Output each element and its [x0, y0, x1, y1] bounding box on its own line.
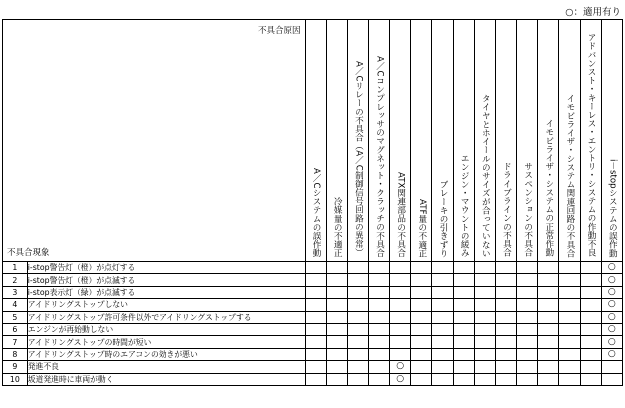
cause-header-10	[495, 20, 516, 262]
symptom-text: アイドリングストップ許可条件以外でアイドリングストップする	[27, 311, 305, 323]
empty-cell	[559, 361, 580, 373]
empty-cell	[411, 286, 432, 298]
empty-cell	[517, 286, 538, 298]
empty-cell	[580, 262, 601, 274]
row-number: 1	[3, 262, 28, 274]
cause-label: アドバンスト・キーレス・エントリ・システムの作動不良	[586, 33, 597, 257]
empty-cell	[411, 361, 432, 373]
empty-cell	[495, 299, 516, 311]
row-number: 8	[3, 348, 28, 360]
empty-cell	[368, 348, 389, 360]
table-row	[3, 286, 623, 298]
empty-cell	[390, 262, 411, 274]
empty-cell	[368, 262, 389, 274]
row-number: 3	[3, 286, 28, 298]
symptom-text: 坂道発進時に車両が動く	[27, 373, 305, 385]
empty-cell	[305, 311, 326, 323]
empty-cell	[326, 336, 347, 348]
empty-cell	[432, 286, 453, 298]
empty-cell	[390, 286, 411, 298]
symptom-text: アイドリングストップしない	[27, 299, 305, 311]
empty-cell	[347, 262, 368, 274]
empty-cell	[580, 274, 601, 286]
cause-header-3	[347, 20, 368, 262]
row-number: 4	[3, 299, 28, 311]
phenomenon-axis-label: 不具合現象	[7, 248, 50, 258]
empty-cell	[368, 299, 389, 311]
empty-cell	[305, 348, 326, 360]
empty-cell	[326, 262, 347, 274]
empty-cell	[347, 348, 368, 360]
cause-label: イモビライザ・システム関連回路の不具合	[564, 93, 575, 257]
empty-cell	[432, 323, 453, 335]
empty-cell	[580, 286, 601, 298]
empty-cell	[347, 373, 368, 385]
empty-cell	[432, 274, 453, 286]
empty-cell	[368, 274, 389, 286]
empty-cell	[390, 274, 411, 286]
applicable-mark: ○	[601, 299, 622, 311]
applicable-mark: ○	[601, 348, 622, 360]
symptom-text: i-stop警告灯（橙）が点灯する	[27, 262, 305, 274]
empty-cell	[517, 323, 538, 335]
empty-cell	[453, 262, 474, 274]
cause-label: ブレーキの引きずり	[438, 179, 449, 257]
empty-cell	[305, 262, 326, 274]
empty-cell	[326, 286, 347, 298]
applicable-mark: ○	[601, 262, 622, 274]
empty-cell	[474, 361, 495, 373]
applicable-mark: ○	[390, 373, 411, 385]
empty-cell	[390, 336, 411, 348]
cause-label: i－stopシステムの誤作動	[607, 158, 618, 257]
cause-header-6	[411, 20, 432, 262]
empty-cell	[453, 348, 474, 360]
empty-cell	[517, 336, 538, 348]
applicable-mark: ○	[601, 311, 622, 323]
empty-cell	[432, 336, 453, 348]
empty-cell	[538, 336, 559, 348]
empty-cell	[517, 373, 538, 385]
cause-header-7	[432, 20, 453, 262]
empty-cell	[347, 274, 368, 286]
empty-cell	[305, 299, 326, 311]
empty-cell	[411, 323, 432, 335]
empty-cell	[495, 286, 516, 298]
empty-cell	[390, 348, 411, 360]
cause-header-2	[326, 20, 347, 262]
cause-label: A／Cシステムの誤作動	[311, 167, 322, 257]
empty-cell	[538, 348, 559, 360]
empty-cell	[326, 274, 347, 286]
empty-cell	[305, 373, 326, 385]
cause-label: 冷媒量の不適正	[332, 196, 343, 257]
empty-cell	[453, 336, 474, 348]
cause-header-1	[305, 20, 326, 262]
empty-cell	[495, 361, 516, 373]
symptom-text: i-stop警告灯（橙）が点滅する	[27, 274, 305, 286]
table-row	[3, 336, 623, 348]
empty-cell	[432, 348, 453, 360]
empty-cell	[432, 361, 453, 373]
empty-cell	[559, 348, 580, 360]
symptom-cause-matrix	[2, 19, 623, 386]
empty-cell	[559, 274, 580, 286]
applicable-mark: ○	[601, 336, 622, 348]
empty-cell	[580, 323, 601, 335]
cause-header-13	[559, 20, 580, 262]
cause-header-9	[474, 20, 495, 262]
empty-cell	[326, 311, 347, 323]
empty-cell	[517, 274, 538, 286]
cause-label: ドライブラインの不具合	[501, 162, 512, 257]
applicable-mark: ○	[601, 286, 622, 298]
cause-header-12	[538, 20, 559, 262]
cause-label: A／Cコンプレッサのマグネット・クラッチの不具合	[374, 55, 385, 257]
empty-cell	[559, 299, 580, 311]
empty-cell	[517, 361, 538, 373]
table-row	[3, 311, 623, 323]
empty-cell	[368, 323, 389, 335]
empty-cell	[495, 373, 516, 385]
row-number: 5	[3, 311, 28, 323]
row-number: 10	[3, 373, 28, 385]
table-row	[3, 323, 623, 335]
empty-cell	[411, 311, 432, 323]
cause-label: エンジン・マウントの緩み	[459, 153, 470, 257]
cause-header-11	[517, 20, 538, 262]
empty-cell	[538, 299, 559, 311]
empty-cell	[474, 286, 495, 298]
empty-cell	[517, 262, 538, 274]
empty-cell	[432, 262, 453, 274]
empty-cell	[538, 361, 559, 373]
empty-cell	[580, 299, 601, 311]
empty-cell	[347, 299, 368, 311]
empty-cell	[453, 373, 474, 385]
cause-header-14	[580, 20, 601, 262]
symptom-text: アイドリングストップの時間が短い	[27, 336, 305, 348]
empty-cell	[517, 348, 538, 360]
empty-cell	[580, 311, 601, 323]
table-row	[3, 348, 623, 360]
empty-cell	[538, 274, 559, 286]
empty-cell	[411, 262, 432, 274]
cause-label: タイヤとホイールのサイズが合っていない	[480, 93, 491, 257]
row-number: 7	[3, 336, 28, 348]
empty-cell	[538, 286, 559, 298]
empty-cell	[474, 311, 495, 323]
applicable-mark: ○	[601, 274, 622, 286]
empty-cell	[559, 323, 580, 335]
empty-cell	[495, 323, 516, 335]
empty-cell	[432, 299, 453, 311]
empty-cell	[326, 348, 347, 360]
empty-cell	[390, 311, 411, 323]
empty-cell	[474, 262, 495, 274]
empty-cell	[453, 361, 474, 373]
empty-cell	[474, 373, 495, 385]
empty-cell	[538, 262, 559, 274]
symptom-text: エンジンが再始動しない	[27, 323, 305, 335]
empty-cell	[559, 262, 580, 274]
empty-cell	[390, 299, 411, 311]
legend-note: ○：適用有り	[565, 7, 621, 18]
empty-cell	[580, 348, 601, 360]
empty-cell	[559, 336, 580, 348]
cause-header-4	[368, 20, 389, 262]
empty-cell	[411, 274, 432, 286]
row-number: 6	[3, 323, 28, 335]
empty-cell	[368, 361, 389, 373]
table-row	[3, 299, 623, 311]
empty-cell	[601, 373, 622, 385]
empty-cell	[559, 373, 580, 385]
empty-cell	[368, 373, 389, 385]
row-number: 2	[3, 274, 28, 286]
empty-cell	[538, 373, 559, 385]
table-row	[3, 373, 623, 385]
empty-cell	[453, 311, 474, 323]
cause-axis-label: 不具合原因	[257, 26, 301, 36]
empty-cell	[474, 299, 495, 311]
empty-cell	[453, 286, 474, 298]
empty-cell	[432, 311, 453, 323]
cause-header-5	[390, 20, 411, 262]
empty-cell	[538, 323, 559, 335]
cause-header-15	[601, 20, 622, 262]
empty-cell	[474, 274, 495, 286]
empty-cell	[305, 323, 326, 335]
empty-cell	[538, 311, 559, 323]
empty-cell	[580, 373, 601, 385]
empty-cell	[453, 323, 474, 335]
cause-label: A／Cリレーの不具合（A／C制御信号回路の異常）	[353, 61, 364, 257]
empty-cell	[326, 299, 347, 311]
empty-cell	[347, 286, 368, 298]
symptom-text: i-stop表示灯（緑）が点滅する	[27, 286, 305, 298]
cause-label: ATF量の不適正	[416, 198, 427, 257]
table-row	[3, 262, 623, 274]
empty-cell	[305, 286, 326, 298]
empty-cell	[453, 299, 474, 311]
empty-cell	[326, 373, 347, 385]
empty-cell	[305, 361, 326, 373]
empty-cell	[305, 274, 326, 286]
symptom-text: アイドリングストップ時のエアコンの効きが悪い	[27, 348, 305, 360]
empty-cell	[474, 348, 495, 360]
cause-label: ATX関連部品の不具合	[395, 171, 406, 257]
empty-cell	[347, 336, 368, 348]
cause-label: イモビライザ・システムの正常作動	[543, 119, 554, 257]
empty-cell	[368, 311, 389, 323]
empty-cell	[411, 336, 432, 348]
empty-cell	[474, 336, 495, 348]
empty-cell	[474, 323, 495, 335]
empty-cell	[559, 311, 580, 323]
empty-cell	[453, 274, 474, 286]
empty-cell	[347, 323, 368, 335]
empty-cell	[326, 361, 347, 373]
empty-cell	[347, 361, 368, 373]
symptom-text: 発進不良	[27, 361, 305, 373]
empty-cell	[368, 286, 389, 298]
empty-cell	[495, 274, 516, 286]
matrix-body	[3, 262, 623, 386]
empty-cell	[411, 299, 432, 311]
empty-cell	[495, 336, 516, 348]
empty-cell	[495, 262, 516, 274]
table-row	[3, 274, 623, 286]
empty-cell	[305, 336, 326, 348]
empty-cell	[326, 323, 347, 335]
applicable-mark: ○	[390, 361, 411, 373]
empty-cell	[390, 323, 411, 335]
empty-cell	[495, 348, 516, 360]
empty-cell	[411, 373, 432, 385]
empty-cell	[559, 286, 580, 298]
corner-header	[3, 20, 306, 262]
empty-cell	[347, 311, 368, 323]
empty-cell	[368, 336, 389, 348]
header-row	[3, 20, 623, 262]
row-number: 9	[3, 361, 28, 373]
empty-cell	[411, 348, 432, 360]
empty-cell	[432, 373, 453, 385]
empty-cell	[601, 361, 622, 373]
cause-label: サスペンションの不具合	[522, 162, 533, 257]
empty-cell	[517, 311, 538, 323]
empty-cell	[517, 299, 538, 311]
table-row	[3, 361, 623, 373]
applicable-mark: ○	[601, 323, 622, 335]
empty-cell	[580, 361, 601, 373]
cause-header-8	[453, 20, 474, 262]
empty-cell	[580, 336, 601, 348]
empty-cell	[495, 311, 516, 323]
